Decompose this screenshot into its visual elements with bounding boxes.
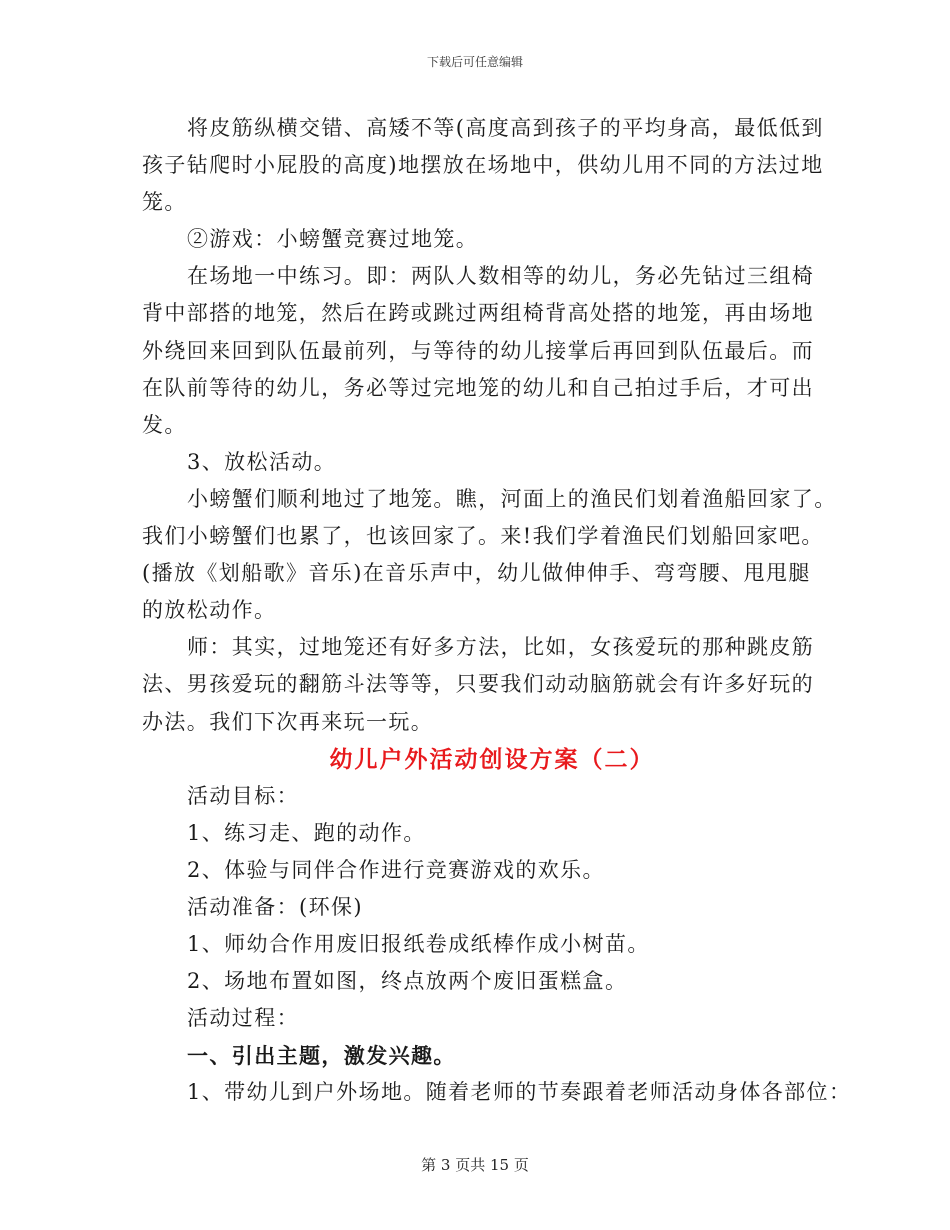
- body-text-line: 法、男孩爱玩的翻筋斗法等等，只要我们动动脑筋就会有许多好玩的: [142, 672, 814, 697]
- section-title: 幼儿户外活动创设方案（二）: [329, 745, 655, 773]
- body-text-line: 活动目标：: [187, 783, 299, 808]
- body-text-line: 2、场地布置如图，终点放两个废旧蛋糕盒。: [187, 969, 628, 994]
- body-text-line: 1、练习走、跑的动作。: [187, 820, 426, 845]
- body-text-line: 将皮筋纵横交错、高矮不等(高度高到孩子的平均身高，最低低到: [187, 116, 824, 140]
- body-text-line: 笼。: [142, 190, 187, 215]
- body-text-line: 外绕回来回到队伍最前列，与等待的幼儿接掌后再回到队伍最后。而: [142, 338, 814, 363]
- body-text-line: 我们小螃蟹们也累了，也该回家了。来!我们学着渔民们划船回家吧。: [142, 524, 824, 549]
- body-text-line: 办法。我们下次再来玩一玩。: [142, 709, 434, 734]
- body-text-line: 活动准备：(环保): [187, 894, 363, 919]
- body-text-line: 在场地一中练习。即：两队人数相等的幼儿，务必先钻过三组椅: [187, 264, 815, 289]
- body-text-line: 在队前等待的幼儿，务必等过完地笼的幼儿和自己拍过手后，才可出: [142, 375, 814, 400]
- body-text-line: 活动过程：: [187, 1006, 299, 1031]
- body-text-line: 1、师幼合作用废旧报纸卷成纸棒作成小树苗。: [187, 932, 650, 957]
- body-text-line: 师：其实，过地笼还有好多方法，比如，女孩爱玩的那种跳皮筋: [187, 635, 815, 660]
- document-body: [142, 110, 852, 1112]
- page-header-note: 下载后可任意编辑: [426, 55, 523, 69]
- body-text-line: 孩子钻爬时小屁股的高度)地摆放在场地中，供幼儿用不同的方法过地: [142, 153, 824, 178]
- body-text-line: 2、体验与同伴合作进行竞赛游戏的欢乐。: [187, 857, 605, 882]
- section-heading: 一、引出主题，激发兴趣。: [187, 1043, 456, 1069]
- body-text-line: ②游戏：小螃蟹竞赛过地笼。: [187, 227, 479, 252]
- body-text-line: 1、带幼儿到户外场地。随着老师的节奏跟着老师活动身体各部位：: [187, 1080, 852, 1105]
- body-text-line: 3、放松活动。: [187, 449, 337, 474]
- body-text-line: (播放《划船歌》音乐)在音乐声中，幼儿做伸伸手、弯弯腰、甩甩腿: [142, 561, 811, 586]
- body-text-line: 的放松动作。: [142, 598, 277, 623]
- page-footer: 第 3 页共 15 页: [421, 1156, 529, 1174]
- body-text-line: 背中部搭的地笼，然后在跨或跳过两组椅背高处搭的地笼，再由场地: [142, 301, 814, 326]
- body-text-line: 发。: [142, 412, 187, 437]
- body-text-line: 小螃蟹们顺利地过了地笼。瞧，河面上的渔民们划着渔船回家了。: [187, 486, 837, 511]
